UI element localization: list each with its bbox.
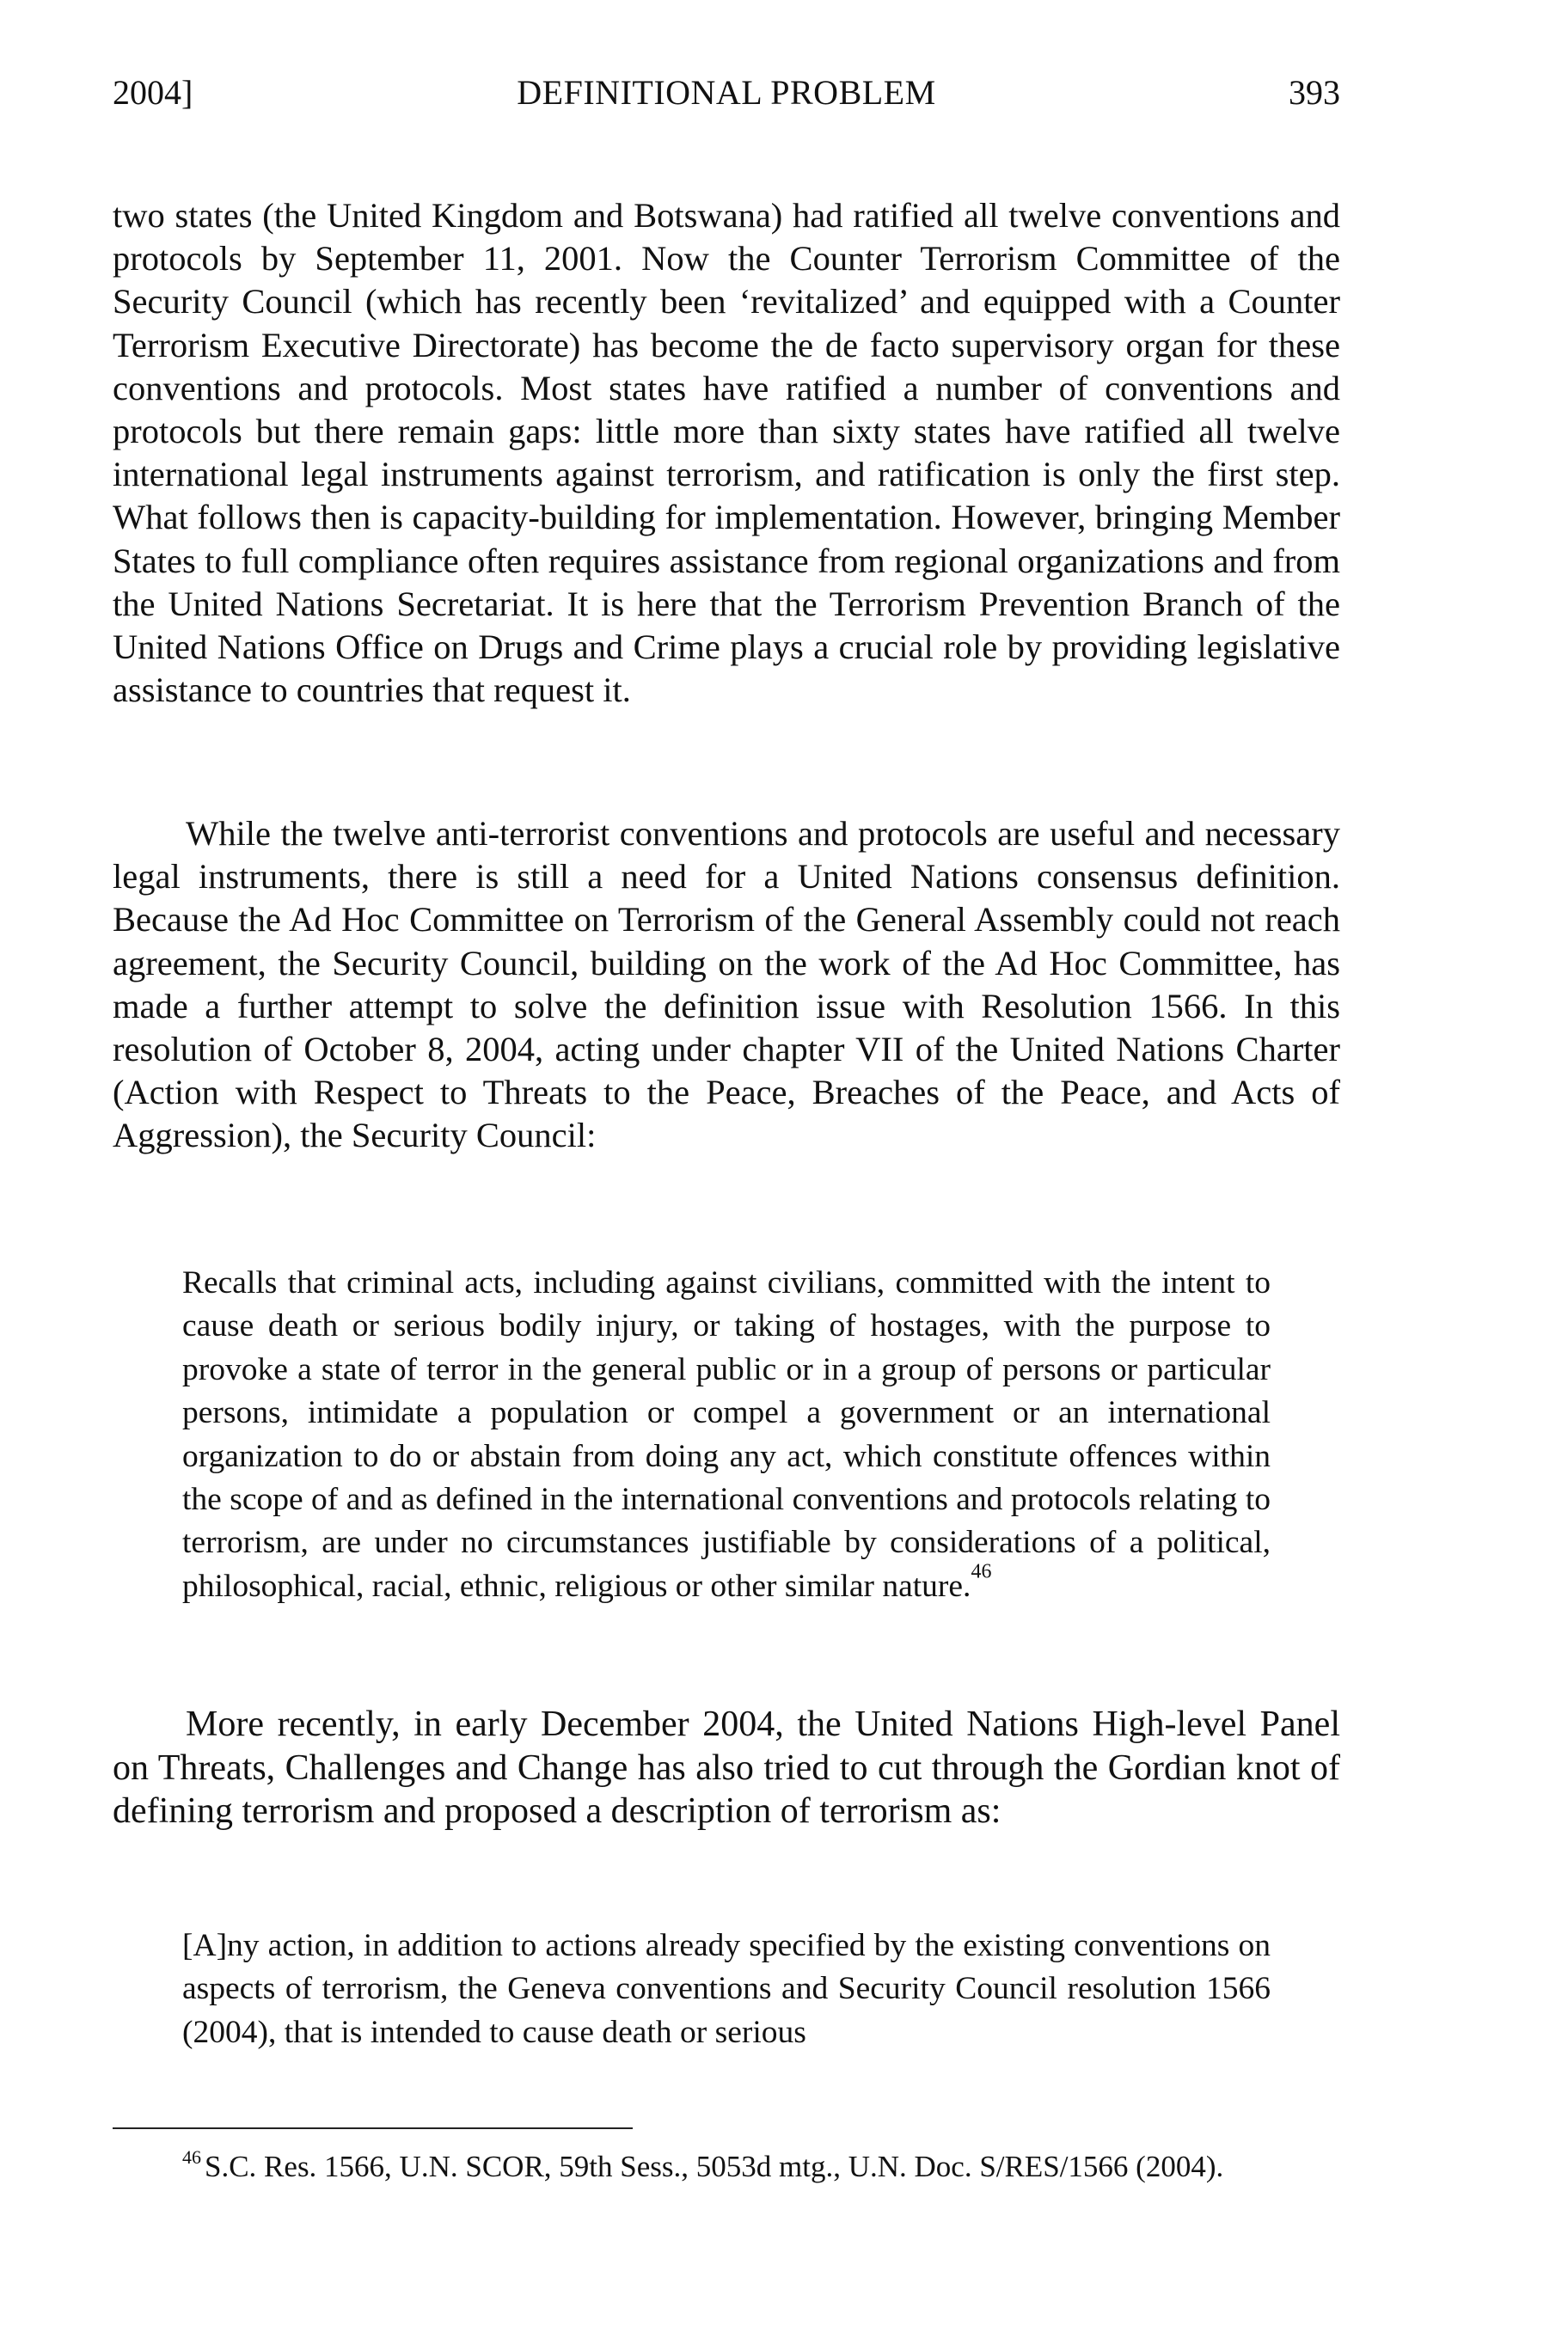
header-title: DEFINITIONAL PROBLEM [517,73,936,112]
block-quote-text: Recalls that criminal acts, including against civilians, committed with the intent to cause death or serious bodily injury, or taking of hostages, with the purpose to provoke a state of terror in the general public or in a group of persons or particular persons, intimidate a population or compel a government or an international organization to do or abstain from doing any act, which constitute offences within the scope of and as defined in the international conventions and protocols relating to terrorism, are under no circumstances justifiable by considerations of a political, philosophical, racial, ethnic, religious or other similar nature. [182,1265,1271,1604]
block-quote-high-level-panel: [A]ny action, in addition to actions already specified by the existing conventions on aspects of terrorism, the Geneva conventions and Security Council resolution 1566 (2004), that is intended to cause death or serious [182,1928,1271,2050]
running-header [113,67,1340,119]
footnote-reference[interactable]: 46 [971,1560,992,1583]
header-volume-year: 2004] [113,73,193,112]
footnote-text: S.C. Res. 1566, U.N. SCOR, 59th Sess., 5053d mtg., U.N. Doc. S/RES/1566 (2004). [205,2150,1224,2183]
footnote-46 [182,2146,1340,2188]
body-paragraph-1: two states (the United Kingdom and Botswana) had ratified all twelve conventions and protocols by September 11, 2001. Now the Counter Terrorism Committee of the Security Council (which has recently been ‘revitalized’ and equipped with a Counter Terrorism Executive Directorate) has become the de facto supervisory organ for these conventions and protocols. Most states have ratified a number of conventions and protocols but there remain gaps: little more than sixty states have ratified all twelve international legal instruments against terrorism, and ratification is only the first step. What follows then is capacity-building for implementation. However, bringing Member States to full compliance often requires assistance from regional organizations and from the United Nations Secretariat. It is here that the Terrorism Prevention Branch of the United Nations Office on Drugs and Crime plays a crucial role by providing legislative assistance to countries that request it. [113,196,1340,710]
footnote-divider [113,2127,633,2129]
footnote-number: 46 [182,2145,201,2168]
block-quote-resolution-1566 [182,1262,1271,1608]
page-number: 393 [1289,73,1340,112]
body-paragraph-2: While the twelve anti-terrorist conventions and protocols are useful and necessary legal instruments, there is still a need for a United Nations consensus definition. Because the Ad Hoc Committee on Terrorism of the General Assembly could not reach agreement, the Security Council, building on the work of the Ad Hoc Committee, has made a further attempt to solve the definition issue with Resolution 1566. In this resolution of October 8, 2004, acting under chapter VII of the United Nations Charter (Action with Respect to Threats to the Peace, Breaches of the Peace, and Acts of Aggression), the Security Council: [113,814,1340,1155]
body-paragraph-3: More recently, in early December 2004, the United Nations High-level Panel on Threats, Challenges and Change has also tried to cut through the Gordian knot of defining terrorism and proposed a description of terrorism as: [113,1705,1340,1831]
